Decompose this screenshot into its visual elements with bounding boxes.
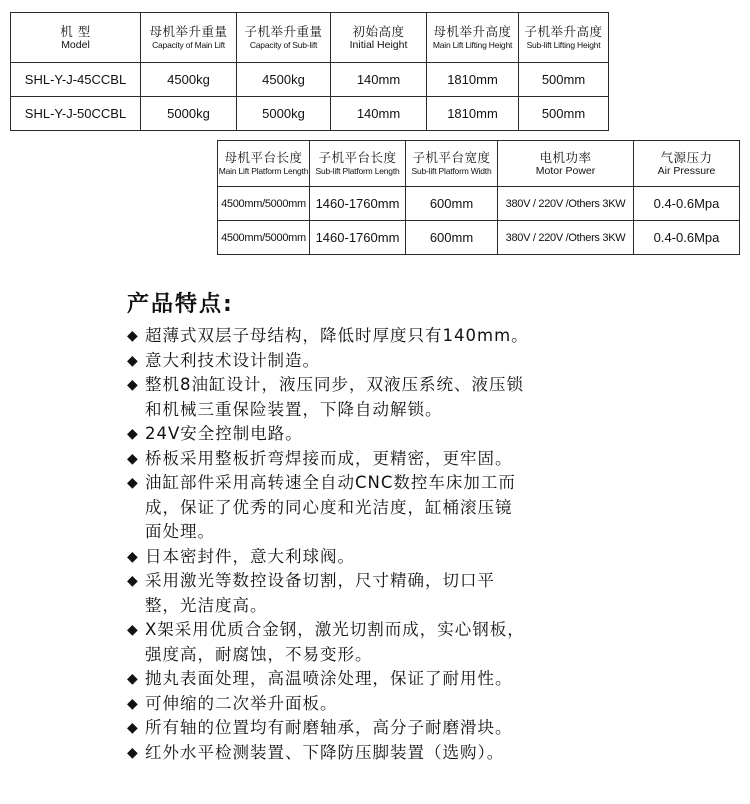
feature-text: 可伸缩的二次举升面板。	[145, 693, 338, 713]
feature-item	[127, 545, 627, 570]
feature-item	[127, 349, 627, 374]
diamond-bullet-icon: ◆	[127, 695, 139, 712]
header-main-lift-capacity: 母机举升重量 Capacity of Main Lift	[141, 13, 237, 63]
feature-list	[127, 324, 627, 765]
diamond-bullet-icon: ◆	[127, 426, 139, 442]
header-sub-lift-capacity: 子机举升重量 Capacity of Sub-lift	[237, 13, 331, 63]
feature-text: 24V安全控制电路。	[145, 424, 303, 443]
diamond-bullet-icon: ◆	[127, 352, 139, 369]
feature-item	[127, 716, 627, 741]
feature-text: 采用激光等数控设备切割，尺寸精确，切口平 整，光洁度高。	[145, 571, 495, 615]
feature-item	[127, 324, 627, 349]
feature-text: 整机8油缸设计，液压同步，双液压系统、液压锁 和机械三重保险装置，下降自动解锁。	[145, 375, 524, 419]
table-row	[11, 63, 609, 97]
feature-item	[127, 741, 627, 766]
feature-item	[127, 692, 627, 717]
table-row	[218, 221, 740, 255]
cell-initial-height: 140mm	[331, 97, 427, 131]
feature-text: 日本密封件，意大利球阀。	[145, 546, 355, 566]
diamond-bullet-icon: ◆	[127, 622, 139, 638]
feature-text: 油缸部件采用高转速全自动CNC数控车床加工而 成，保证了优秀的同心度和光洁度，缸桶滚压镜 面处理。	[145, 473, 516, 541]
header-main-platform-length: 母机平台长度 Main Lift Platform Length	[218, 141, 310, 187]
cell-sub-platform-width: 600mm	[406, 221, 498, 255]
cell-sub-platform-length: 1460-1760mm	[310, 221, 406, 255]
cell-initial-height: 140mm	[331, 63, 427, 97]
diamond-bullet-icon: ◆	[127, 328, 139, 344]
header-air-pressure: 气源压力 Air Pressure	[634, 141, 740, 187]
cell-sub-lift-capacity: 5000kg	[237, 97, 331, 131]
feature-item	[127, 422, 627, 447]
cell-model: SHL-Y-J-50CCBL	[11, 97, 141, 131]
table-row	[11, 97, 609, 131]
diamond-bullet-icon: ◆	[127, 450, 139, 467]
feature-text: 所有轴的位置均有耐磨轴承，高分子耐磨滑块。	[145, 718, 513, 737]
feature-item	[127, 667, 627, 692]
header-sub-lift-height: 子机举升高度 Sub-lift Lifting Height	[519, 13, 609, 63]
feature-item	[127, 618, 627, 667]
table-row	[218, 187, 740, 221]
cell-motor-power: 380V / 220V /Others 3KW	[498, 221, 634, 255]
diamond-bullet-icon: ◆	[127, 377, 139, 393]
cell-main-lift-height: 1810mm	[427, 97, 519, 131]
feature-item	[127, 447, 627, 472]
features-title: 产品特点:	[127, 292, 234, 317]
cell-main-platform-length: 4500mm/5000mm	[218, 221, 310, 255]
cell-sub-platform-width: 600mm	[406, 187, 498, 221]
cell-main-lift-capacity: 5000kg	[141, 97, 237, 131]
table-header-row	[11, 13, 609, 63]
feature-text: 抛丸表面处理，高温喷涂处理，保证了耐用性。	[145, 669, 513, 688]
diamond-bullet-icon: ◆	[127, 744, 139, 761]
feature-text: 意大利技术设计制造。	[145, 350, 320, 370]
header-sub-platform-width: 子机平台宽度 Sub-lift Platform Width	[406, 141, 498, 187]
cell-main-lift-capacity: 4500kg	[141, 63, 237, 97]
cell-main-lift-height: 1810mm	[427, 63, 519, 97]
cell-air-pressure: 0.4-0.6Mpa	[634, 187, 740, 221]
feature-item	[127, 569, 627, 618]
diamond-bullet-icon: ◆	[127, 573, 139, 589]
feature-text: 桥板采用整板折弯焊接而成，更精密，更牢固。	[145, 448, 513, 468]
cell-sub-platform-length: 1460-1760mm	[310, 187, 406, 221]
diamond-bullet-icon: ◆	[127, 671, 139, 687]
header-initial-height: 初始高度 Initial Height	[331, 13, 427, 63]
cell-sub-lift-height: 500mm	[519, 97, 609, 131]
feature-item	[127, 471, 627, 545]
cell-motor-power: 380V / 220V /Others 3KW	[498, 187, 634, 221]
cell-air-pressure: 0.4-0.6Mpa	[634, 221, 740, 255]
diamond-bullet-icon: ◆	[127, 475, 139, 491]
diamond-bullet-icon: ◆	[127, 548, 139, 565]
header-sub-platform-length: 子机平台长度 Sub-lift Platform Length	[310, 141, 406, 187]
feature-item	[127, 373, 627, 422]
spec-table-capacity	[10, 12, 609, 131]
product-features	[127, 291, 627, 765]
header-main-lift-height: 母机举升高度 Main Lift Lifting Height	[427, 13, 519, 63]
cell-main-platform-length: 4500mm/5000mm	[218, 187, 310, 221]
feature-text: 超薄式双层子母结构，降低时厚度只有140mm。	[145, 326, 529, 345]
header-motor-power: 电机功率 Motor Power	[498, 141, 634, 187]
spec-table-platform	[217, 140, 740, 255]
cell-sub-lift-height: 500mm	[519, 63, 609, 97]
cell-sub-lift-capacity: 4500kg	[237, 63, 331, 97]
feature-text: 红外水平检测装置、下降防压脚装置（选购）。	[145, 742, 505, 762]
cell-model: SHL-Y-J-45CCBL	[11, 63, 141, 97]
diamond-bullet-icon: ◆	[127, 720, 139, 736]
feature-text: X架采用优质合金钢，激光切割而成，实心钢板， 强度高，耐腐蚀，不易变形。	[145, 620, 525, 664]
table-header-row	[218, 141, 740, 187]
header-model: 机 型 Model	[11, 13, 141, 63]
